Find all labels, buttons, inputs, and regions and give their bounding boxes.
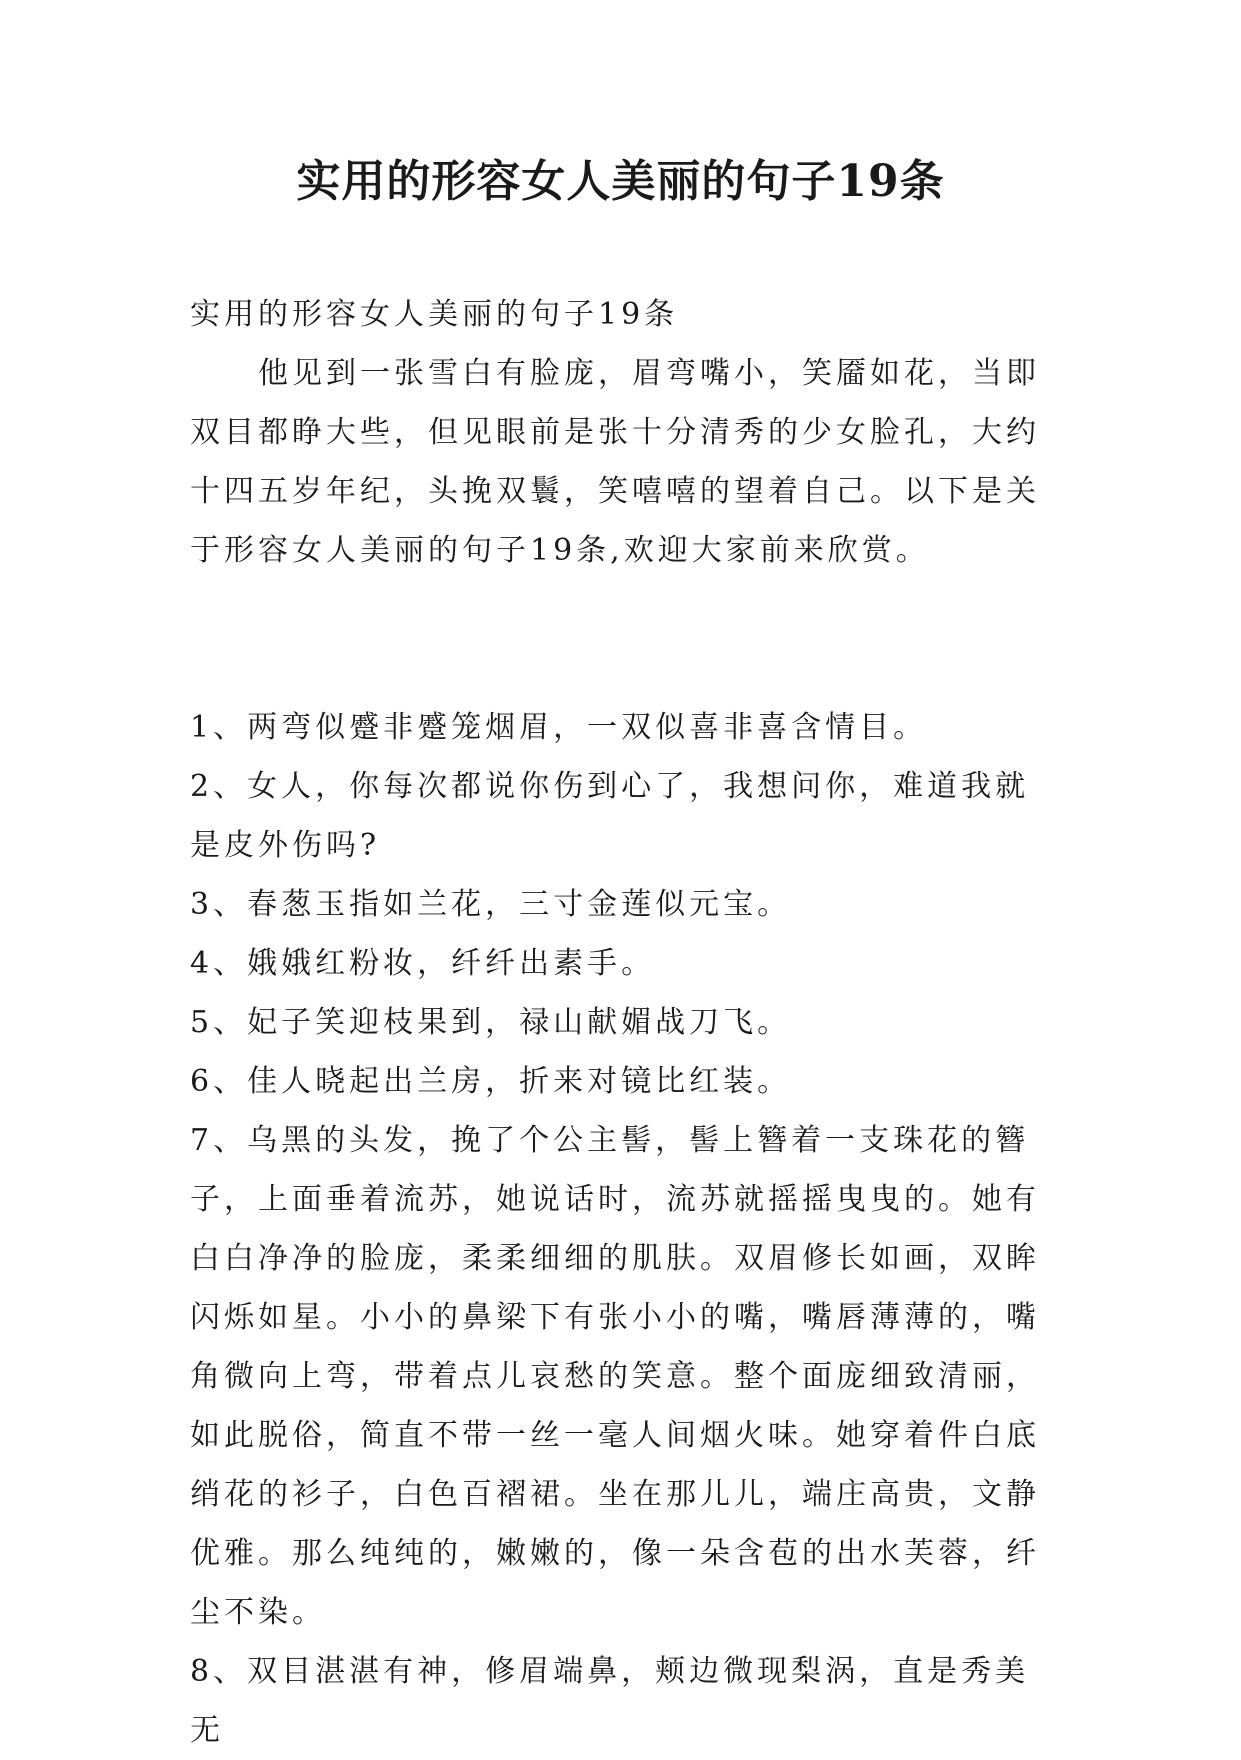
list-item-5: 5、妃子笑迎枝果到，禄山献媚战刀飞。 <box>190 1005 792 1040</box>
intro-paragraph: 他见到一张雪白有脸庞，眉弯嘴小，笑靥如花，当即双目都睁大些，但见眼前是张十分清秀的少女脸孔，大约十四五岁年纪，头挽双鬟，笑嘻嘻的望着自己。以下是关于形容女人美丽的句子19条,欢迎大家前来欣赏。 <box>190 356 1040 568</box>
list-item-1: 1、两弯似蹙非蹙笼烟眉，一双似喜非喜含情目。 <box>190 710 928 745</box>
list-item-8: 8、双目湛湛有神，修眉端鼻，颊边微现梨涡，直是秀美无 <box>190 1654 1030 1748</box>
document-body <box>190 285 1060 1760</box>
paragraph-gap <box>190 580 1060 698</box>
subtitle: 实用的形容女人美丽的句子19条 <box>190 297 679 332</box>
list-item-7: 7、乌黑的头发，挽了个公主髻，髻上簪着一支珠花的簪子，上面垂着流苏，她说话时，流苏就摇摇曳曳的。她有白白净净的脸庞，柔柔细细的肌肤。双眉修长如画，双眸闪烁如星。小小的鼻梁下有张小小的嘴，嘴唇薄薄的，嘴角微向上弯，带着点儿哀愁的笑意。整个面庞细致清丽，如此脱俗，简直不带一丝一毫人间烟火味。她穿着件白底绡花的衫子，白色百褶裙。坐在那儿儿，端庄高贵，文静优雅。那么纯纯的，嫩嫩的，像一朵含苞的出水芙蓉，纤尘不染。 <box>190 1123 1040 1630</box>
list-item-4: 4、娥娥红粉妆，纤纤出素手。 <box>190 946 656 981</box>
document-title: 实用的形容女人美丽的句子19条 <box>296 156 945 207</box>
list-item-3: 3、春葱玉指如兰花，三寸金莲似元宝。 <box>190 887 792 922</box>
list-item-2: 2、女人，你每次都说你伤到心了，我想问你，难道我就是皮外伤吗? <box>190 769 1030 863</box>
list-item-6: 6、佳人晓起出兰房，折来对镜比红装。 <box>190 1064 792 1099</box>
